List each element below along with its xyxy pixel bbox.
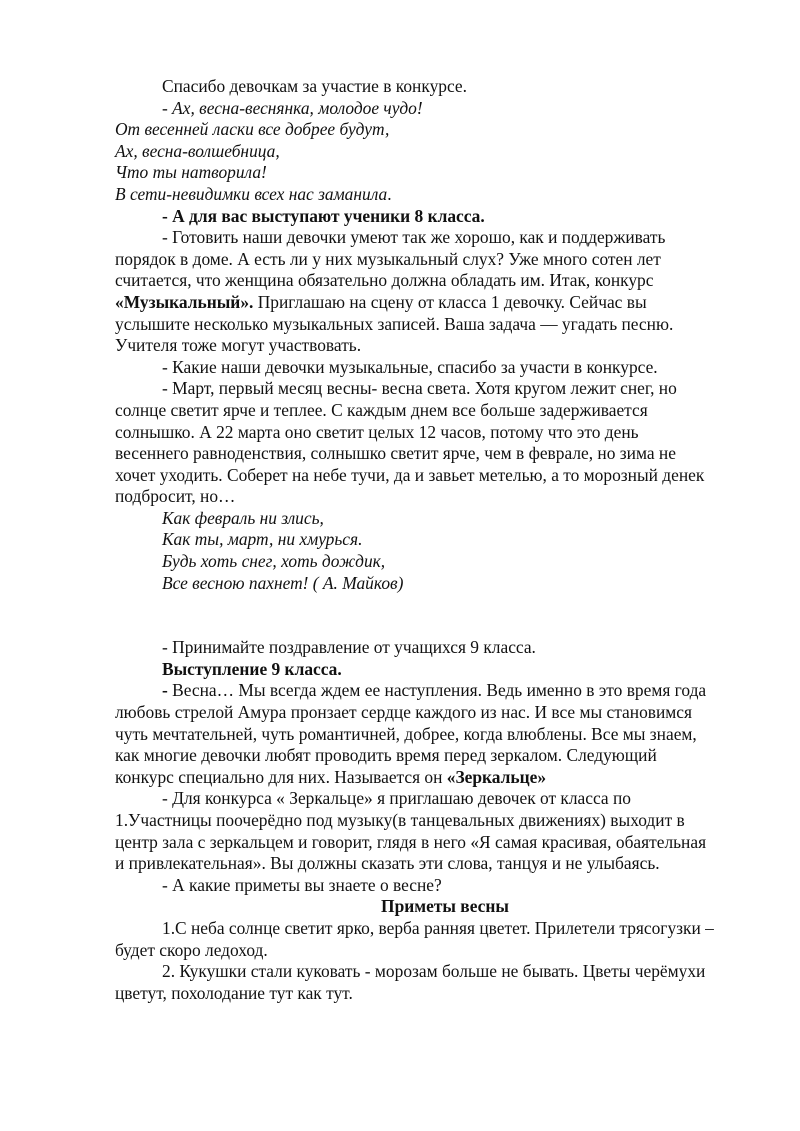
poem-line: Ах, весна-волшебница,	[115, 140, 280, 161]
paragraph-text: - Готовить наши девочки умеют так же хорошо, как и поддерживать порядок в доме. А есть ли у них музыкальный слух? Уже много сотен лет считается, что женщина обязательно должна обладать им. Итак, конкурс	[115, 227, 666, 291]
paragraph-mirror-contest: - Для конкурса « Зеркальце» я приглашаю девочек от класса по 1.Участницы поочерёдно под музыку(в танцевальных движениях) выходит в центр зала с зеркальцем и говорит, глядя в него «Я самая красивая, обаятельная и привлекательная». Вы должны сказать эти слова, танцуя и не улыбаясь.	[115, 788, 707, 874]
poem-line-text: В сети-невидимки всех нас заманила	[115, 183, 388, 204]
heading-spring-signs: Приметы весны	[381, 896, 509, 917]
poem-line: Как ты, март, ни хмурься.	[162, 529, 363, 550]
poem-line-end: .	[387, 183, 392, 204]
poem-line: Как февраль ни злись,	[162, 507, 324, 528]
poem-line: От весенней ласки все добрее будут,	[115, 119, 390, 140]
paragraph-sign-2: 2. Кукушки стали куковать - морозам больше не бывать. Цветы черёмухи цветут, похолодание тут как тут.	[115, 961, 706, 1003]
paragraph-greeting-9: - Принимайте поздравление от учащихся 9 класса.	[162, 637, 536, 658]
paragraph-music-contest	[115, 227, 715, 357]
contest-name-music: «Музыкальный».	[115, 291, 254, 312]
paragraph-thanks: Спасибо девочкам за участие в конкурсе.	[162, 76, 467, 96]
paragraph-question: - А какие приметы вы знаете о весне?	[162, 874, 442, 895]
heading-grade-8-text: - А для вас выступают ученики 8 класса.	[162, 205, 485, 226]
poem-line-last	[115, 184, 715, 206]
contest-name-mirror: «Зеркальце»	[446, 766, 547, 787]
paragraph-march: - Март, первый месяц весны- весна света. Хотя кругом лежит снег, но солнце светит ярче и теплее. С каждым днем все больше задерживается солнышко. А 22 марта оно светит целых 12 часов, потому что это день весеннего равноденствия, солнышко светит ярче, чем в феврале, но зима не хочет уходить. Соберет на небе тучи, да и завьет метелью, а то морозный денек подбросит, но…	[115, 378, 705, 507]
paragraph-spring-love	[115, 680, 715, 788]
paragraph-thanks-music: - Какие наши девочки музыкальные, спасибо за участи в конкурсе.	[162, 356, 658, 377]
spacer	[115, 594, 715, 637]
heading-grade-9-text: Выступление 9 класса.	[162, 658, 342, 679]
heading-grade-8	[115, 206, 715, 228]
document-body	[115, 76, 715, 1004]
poem-line: - Ах, весна-веснянка, молодое чудо!	[162, 97, 423, 118]
paragraph-text: Весна… Мы всегда ждем ее наступления. Ведь именно в это время года любовь стрелой Амура пронзает сердце каждого из нас. И все мы становимся чуть мечтательней, чуть романтичней, добрее, когда влюблены. Все мы знаем, как многие девочки любят проводить время перед зеркалом. Следующий конкурс специально для них. Называется он	[115, 680, 707, 787]
poem-line: Что ты натворила!	[115, 162, 267, 183]
poem-line: Будь хоть снег, хоть дождик,	[162, 551, 386, 572]
poem-line: Все весною пахнет! ( А. Майков)	[162, 572, 404, 593]
paragraph-dash: -	[162, 680, 168, 701]
paragraph-sign-1: 1.С неба солнце светит ярко, верба ранняя цветет. Прилетели трясогузки – будет скоро ледоход.	[115, 917, 714, 960]
paragraph-text: Приглашаю на сцену от класса 1 девочку. Сейчас вы услышите несколько музыкальных записей. Ваша задача — угадать песню. Учителя тоже могут участвовать.	[115, 291, 674, 356]
heading-grade-9	[115, 659, 715, 681]
